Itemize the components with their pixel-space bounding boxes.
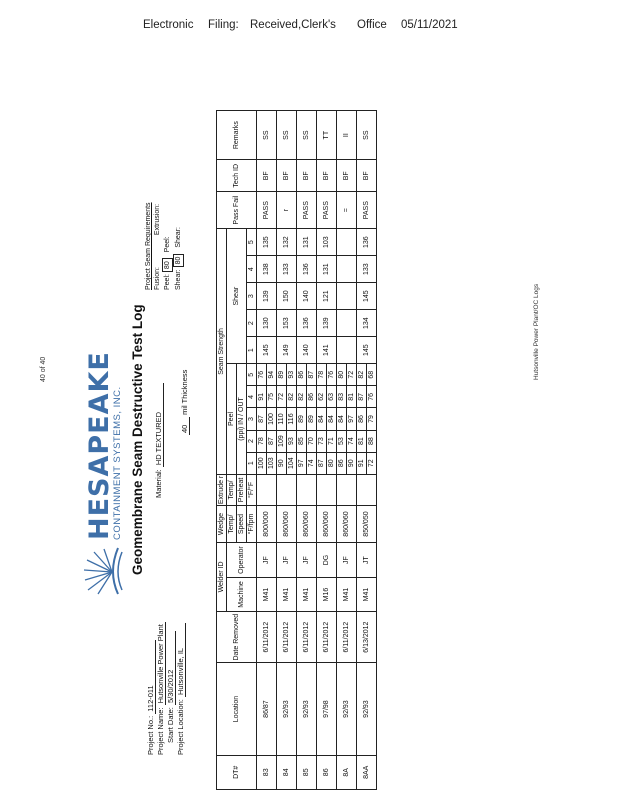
- cell-extruder: [257, 474, 277, 505]
- col-location: Location: [217, 663, 257, 755]
- cell-peel-out: 79: [367, 408, 377, 430]
- cell-extruder: [317, 474, 337, 505]
- col-machine: Machine: [227, 578, 257, 612]
- cell-peel-in: 62: [317, 386, 327, 408]
- cell-shear: 131: [317, 256, 337, 283]
- cell-peel-out: 100: [267, 408, 277, 430]
- cell-dt: 86: [317, 755, 337, 789]
- cell-peel-in: 82: [357, 364, 367, 386]
- cell-peel-out: 72: [367, 452, 377, 474]
- project-name-label: Project Name:: [156, 707, 165, 755]
- cell-wedge: 800/000: [257, 506, 277, 543]
- header-office: Office: [357, 19, 387, 31]
- header-electronic: Electronic: [143, 19, 194, 31]
- cell-shear: 141: [317, 337, 337, 364]
- company-logo: [84, 351, 123, 540]
- header-filing: Filing:: [208, 19, 239, 31]
- cell-operator: JF: [277, 542, 297, 577]
- project-name-value: Hutsonville Power Plant: [156, 624, 165, 704]
- cell-peel-in: 100: [257, 452, 267, 474]
- footer-note: Hutsonville Power Plant/OC Logs: [533, 283, 540, 380]
- cell-peel-out: 93: [287, 364, 297, 386]
- cell-peel-in: 87: [317, 452, 327, 474]
- cell-peel-in: 86: [357, 408, 367, 430]
- cell-peel-in: 91: [257, 386, 267, 408]
- form-title: Geomembrane Seam Destructive Test Log: [130, 304, 145, 575]
- cell-peel-in: 78: [317, 364, 327, 386]
- table-row: [357, 111, 367, 790]
- col-dt: DT#: [217, 755, 257, 789]
- cell-wedge: 860/060: [337, 506, 357, 543]
- cell-shear: [337, 337, 357, 364]
- cell-peel-in: 84: [337, 408, 347, 430]
- col-peel: Peel: [227, 364, 237, 475]
- cell-wedge: 850/050: [357, 506, 377, 543]
- in-out-label: IN / OUT: [238, 397, 245, 425]
- cell-tech-id: BF: [337, 160, 357, 192]
- cell-location: 92/93: [337, 663, 357, 755]
- cell-peel-out: 97: [347, 408, 357, 430]
- cell-peel-in: 81: [357, 430, 367, 452]
- cell-dt: 8AA: [357, 755, 377, 789]
- material-block: [154, 383, 164, 498]
- col-speed: Speed: [237, 506, 247, 543]
- seam-requirements: [144, 202, 184, 290]
- cell-peel-out: 90: [347, 452, 357, 474]
- cell-peel-in: 110: [277, 408, 287, 430]
- col-seam-strength: Seam Strength: [217, 229, 227, 475]
- cell-date-removed: 6/11/2012: [337, 611, 357, 663]
- cell-shear: 130: [257, 310, 277, 337]
- cell-shear: 150: [277, 283, 297, 310]
- col-date-removed: Date Removed: [217, 611, 257, 663]
- req-peel-ext-label: Peel:: [164, 236, 171, 253]
- cell-peel-in: 83: [337, 386, 347, 408]
- project-no-label: Project No.:: [146, 715, 155, 755]
- table-row: [297, 111, 307, 790]
- peel-n5: 5: [247, 364, 257, 386]
- col-pass-fail: Pass Fail: [217, 192, 257, 229]
- cell-peel-out: 76: [367, 386, 377, 408]
- cell-peel-out: 88: [367, 430, 377, 452]
- cell-shear: 135: [257, 229, 277, 256]
- thickness-block: [180, 370, 190, 435]
- cell-peel-in: 72: [277, 386, 287, 408]
- cell-shear: 140: [297, 337, 317, 364]
- cell-shear: 136: [297, 256, 317, 283]
- filing-header: [0, 19, 618, 39]
- cell-pass-fail: PASS: [297, 192, 317, 229]
- test-log-table: [216, 110, 377, 790]
- cell-location: 97/98: [317, 663, 337, 755]
- cell-remarks: SS: [277, 111, 297, 160]
- cell-tech-id: BF: [317, 160, 337, 192]
- cell-shear: 145: [357, 283, 377, 310]
- table-row: [337, 111, 347, 790]
- cell-remarks: II: [337, 111, 357, 160]
- start-date-label: Start Date:: [166, 707, 175, 743]
- cell-shear: [337, 229, 357, 256]
- cell-tech-id: BF: [257, 160, 277, 192]
- col-ppi: [237, 364, 247, 475]
- req-peel-label: Peel:: [164, 274, 171, 290]
- cell-extruder: [277, 474, 297, 505]
- cell-operator: DG: [317, 542, 337, 577]
- cell-peel-out: 89: [307, 408, 317, 430]
- cell-peel-in: 87: [357, 386, 367, 408]
- cell-tech-id: BF: [297, 160, 317, 192]
- cell-peel-out: 81: [347, 386, 357, 408]
- cell-peel-in: 85: [297, 430, 307, 452]
- header-date: 05/11/2021: [401, 19, 458, 31]
- project-info: [146, 622, 186, 755]
- cell-peel-out: 74: [347, 430, 357, 452]
- cell-shear: 140: [297, 283, 317, 310]
- cell-shear: [337, 283, 357, 310]
- seam-test-log-form: [82, 110, 375, 790]
- cell-date-removed: 6/11/2012: [317, 611, 337, 663]
- ppi-label: (ppi): [238, 426, 245, 441]
- cell-dt: 85: [297, 755, 317, 789]
- cell-shear: 149: [277, 337, 297, 364]
- cell-shear: 131: [297, 229, 317, 256]
- cell-peel-in: 87: [257, 408, 267, 430]
- cell-peel-out: 70: [307, 430, 317, 452]
- cell-peel-out: 71: [327, 430, 337, 452]
- cell-peel-in: 84: [317, 408, 327, 430]
- cell-shear: 136: [357, 229, 377, 256]
- cell-peel-out: 82: [287, 386, 297, 408]
- cell-peel-in: 90: [277, 452, 287, 474]
- cell-dt: 8A: [337, 755, 357, 789]
- cell-extruder: [337, 474, 357, 505]
- cell-peel-in: 82: [297, 386, 307, 408]
- cell-operator: JT: [357, 542, 377, 577]
- peel-n2: 2: [247, 430, 257, 452]
- cell-wedge: 860/060: [317, 506, 337, 543]
- start-date-value: 5/30/2012: [166, 631, 176, 705]
- col-welder-id: Welder ID: [217, 542, 227, 611]
- cell-shear: 139: [257, 283, 277, 310]
- col-preheat-unit: °F/°F: [247, 474, 257, 505]
- material-value: HD TEXTURED: [154, 383, 164, 467]
- cell-pass-fail: PASS: [257, 192, 277, 229]
- cell-pass-fail: =: [337, 192, 357, 229]
- cell-dt: 83: [257, 755, 277, 789]
- cell-location: 92/93: [297, 663, 317, 755]
- req-extrusion-label: Extrusion:: [154, 203, 161, 236]
- material-label: Material:: [154, 469, 163, 498]
- cell-operator: JF: [257, 542, 277, 577]
- test-log-body: [257, 111, 377, 790]
- cell-peel-out: 80: [327, 452, 337, 474]
- cell-peel-in: 86: [297, 364, 307, 386]
- cell-peel-in: 89: [297, 408, 307, 430]
- cell-shear: 133: [277, 256, 297, 283]
- col-operator: Operator: [227, 542, 257, 577]
- cell-peel-out: 94: [267, 364, 277, 386]
- cell-pass-fail: PASS: [357, 192, 377, 229]
- cell-remarks: SS: [257, 111, 277, 160]
- cell-machine: M41: [297, 578, 317, 612]
- cell-shear: 138: [257, 256, 277, 283]
- cell-shear: 145: [357, 337, 377, 364]
- cell-peel-in: 80: [337, 364, 347, 386]
- cell-pass-fail: r: [277, 192, 297, 229]
- cell-peel-out: 116: [287, 408, 297, 430]
- cell-peel-out: 63: [327, 386, 337, 408]
- cell-operator: JF: [337, 542, 357, 577]
- col-temp-unit: °F/fpm: [247, 506, 257, 543]
- req-shear-label: Shear:: [175, 269, 182, 290]
- cell-peel-out: 93: [287, 430, 297, 452]
- table-row: [317, 111, 327, 790]
- req-peel-fusion: 80: [162, 258, 173, 272]
- cell-wedge: 860/060: [297, 506, 317, 543]
- col-extruder: Extrude r: [218, 475, 225, 505]
- cell-shear: 132: [277, 229, 297, 256]
- cell-date-removed: 6/11/2012: [277, 611, 297, 663]
- splash-logo-icon: [82, 546, 124, 598]
- project-location-value: Hutsonville, IL: [176, 623, 186, 697]
- project-location-label: Project Location:: [176, 699, 185, 755]
- cell-peel-out: 103: [267, 452, 277, 474]
- shear-n5: 5: [247, 229, 257, 256]
- thickness-label: mil Thickness: [180, 369, 189, 415]
- cell-peel-out: 87: [307, 364, 317, 386]
- col-preheat: Preheat: [237, 474, 247, 505]
- cell-peel-in: 97: [297, 452, 307, 474]
- cell-peel-in: 73: [317, 430, 327, 452]
- logo-subtitle: CONTAINMENT SYSTEMS, INC.: [112, 386, 123, 540]
- cell-peel-out: 75: [267, 386, 277, 408]
- cell-peel-out: 84: [327, 408, 337, 430]
- cell-date-removed: 6/13/2012: [357, 611, 377, 663]
- shear-n3: 3: [247, 283, 257, 310]
- cell-machine: M41: [357, 578, 377, 612]
- cell-shear: [337, 256, 357, 283]
- cell-remarks: TT: [317, 111, 337, 160]
- col-wedge: Wedge: [217, 506, 227, 543]
- cell-location: 92/93: [357, 663, 377, 755]
- cell-peel-out: 86: [307, 386, 317, 408]
- cell-shear: 121: [317, 283, 337, 310]
- thickness-value: 40: [180, 417, 190, 435]
- cell-extruder: [297, 474, 317, 505]
- cell-peel-in: 109: [277, 430, 287, 452]
- req-shear-fusion: 80: [173, 254, 184, 268]
- cell-peel-in: 89: [277, 364, 287, 386]
- peel-n3: 3: [247, 408, 257, 430]
- req-fusion-label: Fusion:: [154, 267, 161, 290]
- cell-shear: 103: [317, 229, 337, 256]
- col-shear: Shear: [227, 229, 247, 364]
- shear-n2: 2: [247, 310, 257, 337]
- peel-n1: 1: [247, 452, 257, 474]
- cell-peel-in: 91: [357, 452, 367, 474]
- cell-peel-out: 104: [287, 452, 297, 474]
- cell-remarks: SS: [297, 111, 317, 160]
- cell-extruder: [357, 474, 377, 505]
- cell-shear: 133: [357, 256, 377, 283]
- cell-operator: JF: [297, 542, 317, 577]
- header-received: Received,Clerk's: [250, 19, 336, 31]
- logo-name: HESAPEAKE: [84, 351, 115, 540]
- cell-wedge: 860/060: [277, 506, 297, 543]
- req-shear-ext-label: Shear:: [175, 227, 182, 248]
- cell-dt: 84: [277, 755, 297, 789]
- shear-n1: 1: [247, 337, 257, 364]
- cell-pass-fail: PASS: [317, 192, 337, 229]
- cell-machine: M41: [277, 578, 297, 612]
- col-remarks: Remarks: [217, 111, 257, 160]
- project-no-value: 112-011: [146, 640, 156, 714]
- col-tech-id: Tech ID: [217, 160, 257, 192]
- cell-machine: M16: [317, 578, 337, 612]
- requirements-title: Project Seam Requirements: [145, 202, 152, 290]
- cell-remarks: SS: [357, 111, 377, 160]
- peel-n4: 4: [247, 386, 257, 408]
- col-temp: Temp/: [227, 506, 237, 543]
- cell-shear: 153: [277, 310, 297, 337]
- cell-peel-in: 86: [337, 452, 347, 474]
- col-temp-ext: Temp/: [227, 474, 237, 505]
- cell-date-removed: 6/11/2012: [297, 611, 317, 663]
- cell-machine: M41: [337, 578, 357, 612]
- cell-peel-in: 53: [337, 430, 347, 452]
- cell-tech-id: BF: [277, 160, 297, 192]
- cell-shear: 134: [357, 310, 377, 337]
- cell-peel-in: 78: [257, 430, 267, 452]
- cell-shear: 136: [297, 310, 317, 337]
- cell-machine: M41: [257, 578, 277, 612]
- cell-peel-out: 72: [347, 364, 357, 386]
- cell-peel-in: 76: [257, 364, 267, 386]
- cell-location: 92/93: [277, 663, 297, 755]
- cell-date-removed: 6/11/2012: [257, 611, 277, 663]
- cell-shear: 139: [317, 310, 337, 337]
- table-row: [277, 111, 287, 790]
- cell-shear: [337, 310, 357, 337]
- table-row: [257, 111, 267, 790]
- cell-peel-out: 87: [267, 430, 277, 452]
- shear-n4: 4: [247, 256, 257, 283]
- page-number: 40 of 40: [40, 356, 47, 382]
- cell-location: 86/87: [257, 663, 277, 755]
- cell-peel-out: 76: [327, 364, 337, 386]
- cell-peel-out: 68: [367, 364, 377, 386]
- cell-shear: 145: [257, 337, 277, 364]
- cell-tech-id: BF: [357, 160, 377, 192]
- cell-peel-out: 74: [307, 452, 317, 474]
